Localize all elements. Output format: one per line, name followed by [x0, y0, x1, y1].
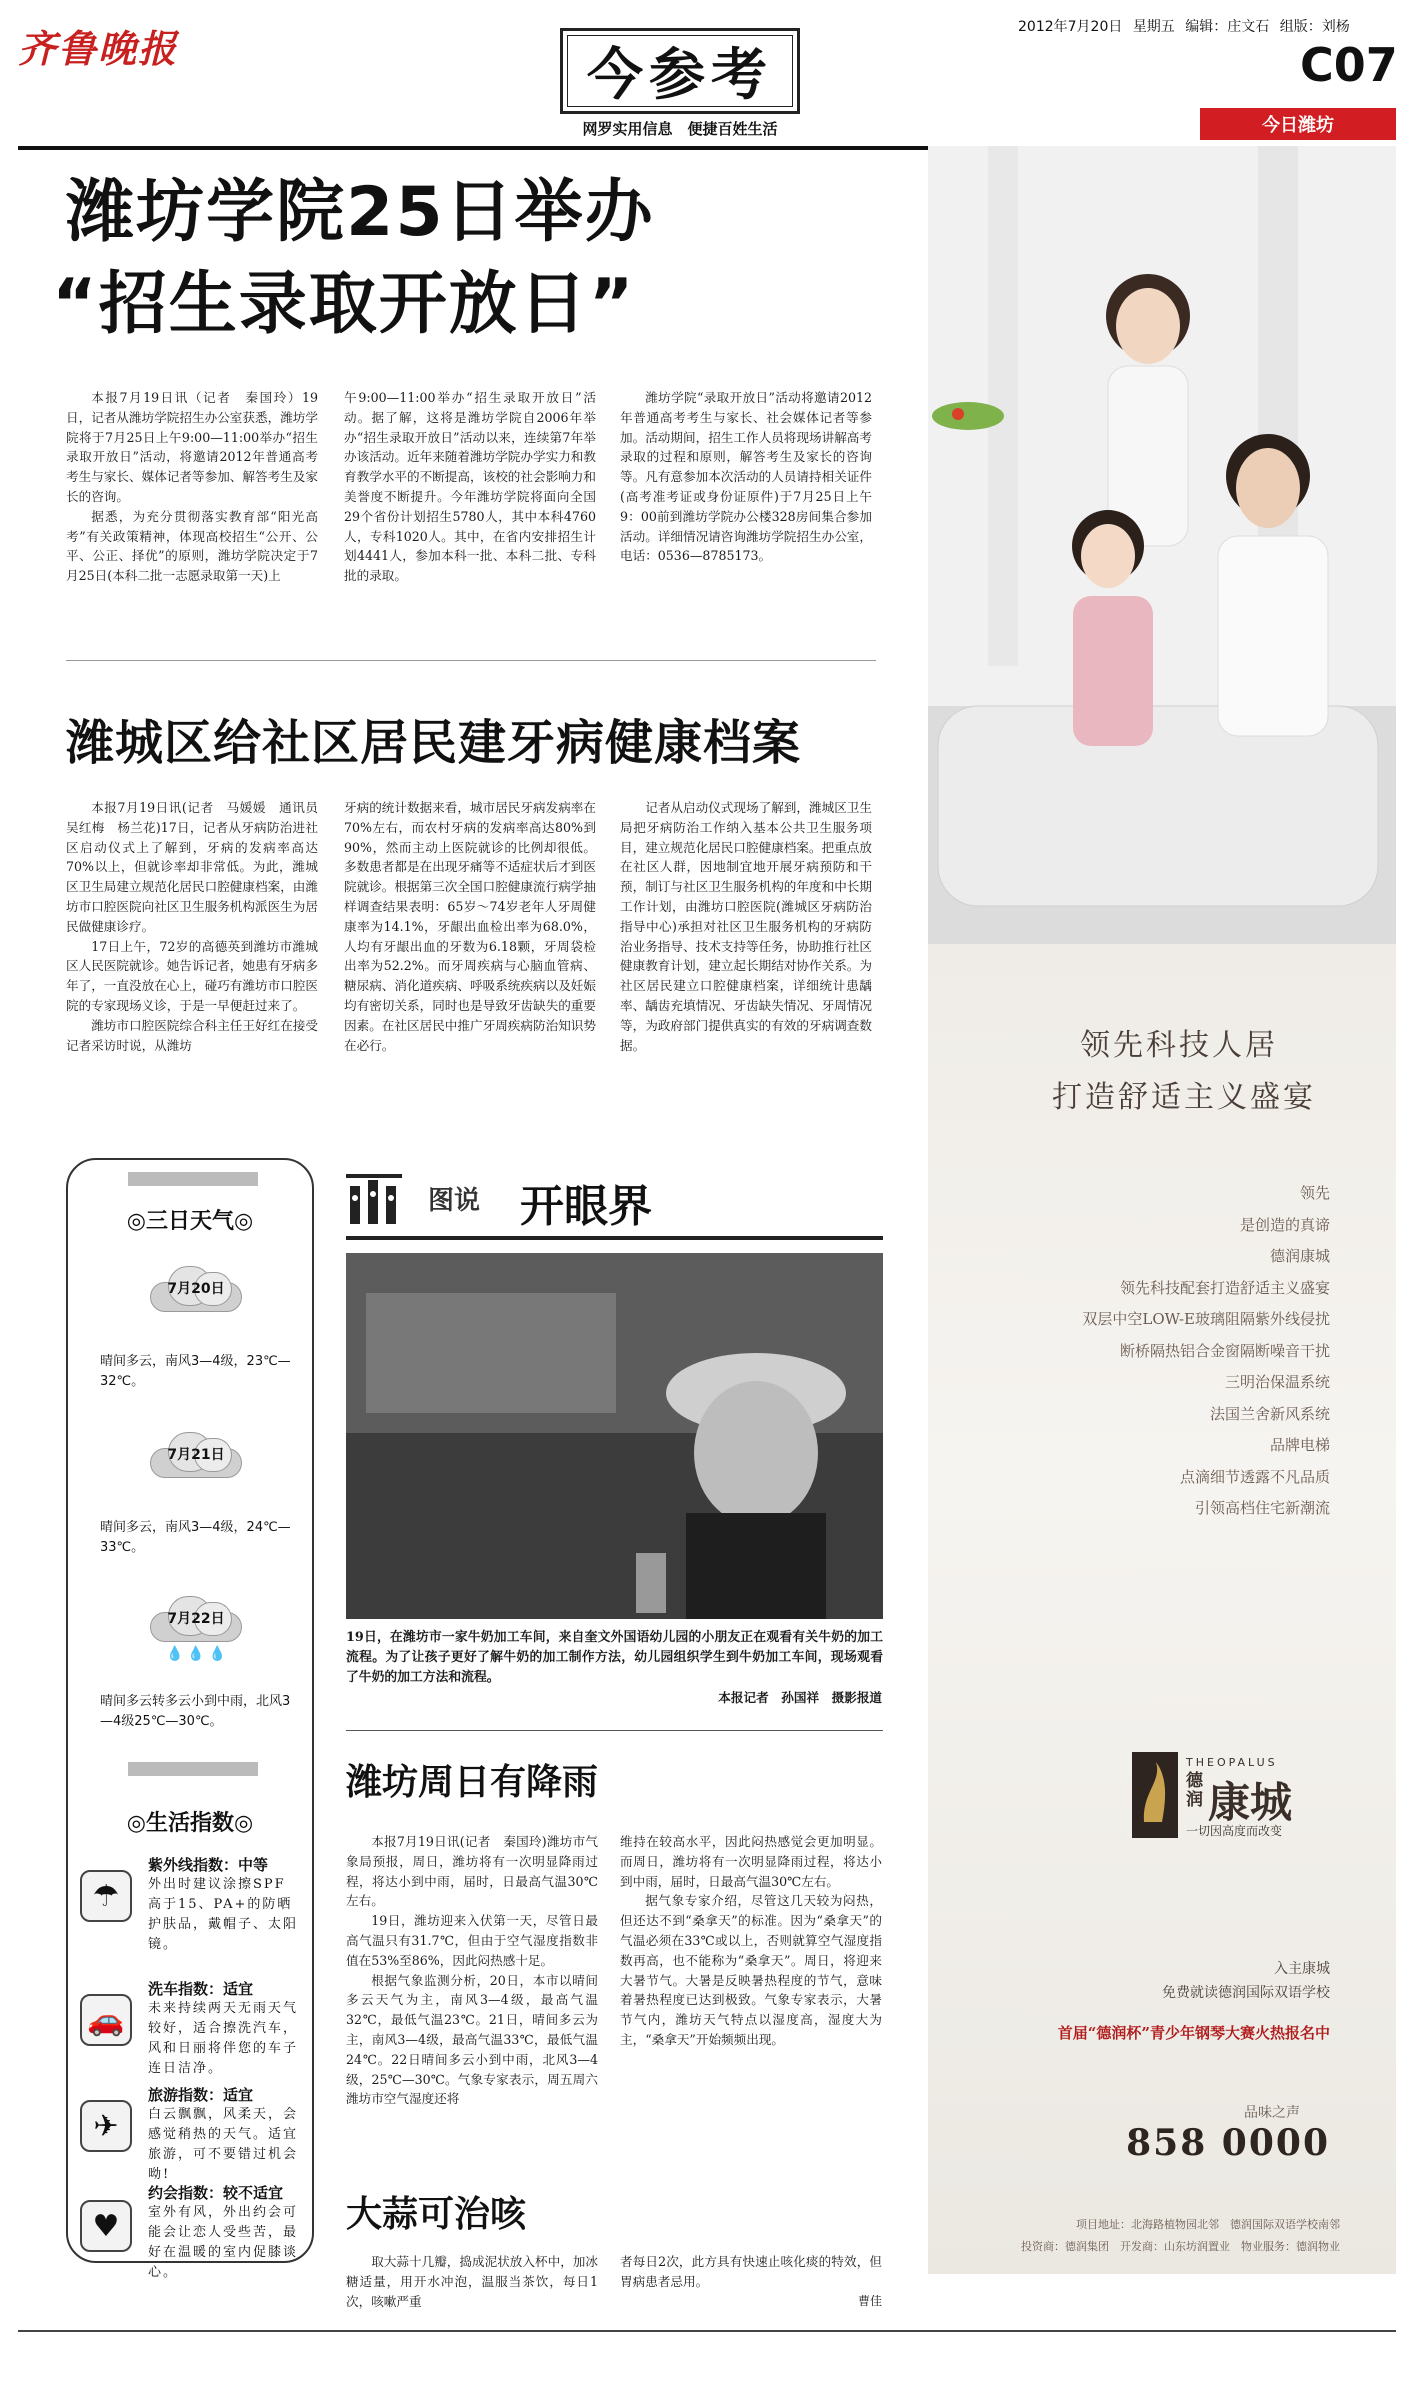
article1-rule: [66, 660, 876, 661]
ad-school: 免费就读德润国际双语学校: [1162, 1985, 1330, 2001]
index-uv-text: 外出时建议涂擦SPF高于15、PA+的防晒护肤品，戴帽子、太阳镜。: [148, 1877, 299, 1952]
article2-col2: [344, 798, 596, 1055]
rain-cloud-icon: [150, 1594, 242, 1642]
index-uv-title: 紫外线指数：中等: [148, 1856, 269, 1874]
photo-label: 图说: [428, 1186, 481, 1216]
ad-slogan1: 领先科技人居: [1080, 1028, 1278, 1063]
article3-para5: 据气象专家介绍，尽管这几天较为闷热，但还达不到“桑拿天”的标准。因为“桑拿天”的气温必须在33℃或以上，否则就算空气湿度指数再高，也不能称为“桑拿天”。周日，将迎来大暑节气。大暑是反映暑热程度的节气，意味着暑热程度已达到极致。气象专家表示，大暑节气内，潍坊天气特点以湿度高，湿度大为主，“桑拿天”开始频频出现。: [620, 1893, 882, 2047]
article2-para4: 牙病的统计数据来看，城市居民牙病发病率在70%左右，而农村牙病的发病率高达80%到90%，然而主动上医院就诊的比例却很低。多数患者都是在出现牙痛等不适症状后才到医院就诊。根据第三次全国口腔健康流行病学抽样调查结果表明：65岁～74岁老年人牙周健康率为14.1%，牙龈出血检出率为68.0%，人均有牙龈出血的牙数为6.18颗，牙周袋检出率为52.2%。而牙周疾病与心脑血管病、糖尿病、消化道疾病、呼吸系统疾病以及妊娠均有密切关系，同时也是导致牙齿缺失的重要因素。在社区居民中推广牙周疾病防治知识势在必行。: [344, 800, 596, 1053]
ad-feature: 断桥隔热铝合金窗隔断噪音干扰: [1119, 1341, 1330, 1360]
life-index-title: ◎生活指数◎: [126, 1811, 254, 1836]
article4-text2: [620, 2252, 882, 2292]
article2-para1: 本报7月19日讯(记者 马媛媛 通讯员 吴红梅 杨兰花)17日，记者从牙病防治进社区启动仪式上了解到，牙病的发病率高达70%以上，但就诊率却非常低。为此，潍城区卫生局建立规范化居民口腔健康档案，由潍坊市口腔医院向社区卫生服务机构派医生为居民做健康诊疗。: [66, 800, 331, 934]
weather-header-bar: [128, 1172, 258, 1186]
section-slogan: 网罗实用信息 便捷百姓生活: [582, 120, 778, 138]
weather-day2-text: 晴间多云，南风3—4级，24℃—33℃。: [100, 1520, 291, 1555]
weather-title: ◎三日天气◎: [126, 1209, 254, 1234]
article3-para1: 本报7月19日讯(记者 秦国玲)潍坊市气象局预报，周日，潍坊将有一次明显降雨过程，将达小到中雨，届时，日最高气温30℃左右。: [346, 1834, 598, 1909]
article3-para2: 19日，潍坊迎来入伏第一天，尽管日最高气温只有31.7℃，但由于空气湿度指数非值在53%至86%，因此闷热感十足。: [346, 1913, 598, 1968]
article1-para1: 本报7月19日讯（记者 秦国玲）19日，记者从潍坊学院招生办公室获悉，潍坊学院将于7月25日上午9:00—11:00举办“招生录取开放日”活动，将邀请2012年普通高考考生与家长、媒体记者等参加、解答考生及家长的咨询。: [66, 390, 318, 504]
index-travel: [148, 2084, 298, 2185]
brand-small: 德润: [1186, 1771, 1203, 1810]
photo-title-rule: [346, 1236, 883, 1240]
article3-para3: 根据气象监测分析，20日，本市以晴间多云天气为主，南风3—4级，最高气温32℃，最低气温23℃。21日，晴间多云为主，南风3—4级，最高气温33℃，最低气温24℃。22日晴间多云小到中雨，北风3—4级，25℃—30℃。气象专家表示，周五周六潍坊市空气湿度还将: [346, 1972, 598, 2107]
photo-title: 开眼界: [520, 1181, 652, 1232]
car-wash-icon: 🚗: [80, 1994, 132, 2046]
article3-para4: 维持在较高水平，因此闷热感觉会更加明显。而周日，潍坊将有一次明显降雨过程，将达小到中雨，届时，日最高气温30℃左右。: [620, 1834, 882, 1889]
raindrops-icon: 💧💧💧: [166, 1646, 231, 1662]
article4-para2: 者每日2次，此方具有快速止咳化痰的特效，但胃病患者忌用。: [620, 2254, 882, 2289]
article4-author: 曹佳: [857, 2294, 882, 2308]
ad-feature: 引领高档住宅新潮流: [1194, 1499, 1330, 1517]
news-photo: [346, 1253, 883, 1619]
brand-emblem-icon: [1132, 1752, 1178, 1838]
weather-day1-date: 7月20日: [167, 1281, 225, 1297]
index-dating: [148, 2182, 298, 2283]
photo-caption: 19日，在潍坊市一家牛奶加工车间，来自奎文外国语幼儿园的小朋友正在观看有关牛奶的加工流程。为了让孩子更好了解牛奶的加工制作方法，幼儿园组织学生到牛奶加工车间，现场观看了牛奶的加工方法和流程。: [346, 1630, 883, 1685]
ad-hotline-label: 品味之声: [1244, 2105, 1300, 2121]
article1-headline-line1: 潍坊学院25日举办: [66, 173, 655, 252]
issue-weekday: 星期五: [1132, 19, 1175, 35]
ad-feature: 三明治保温系统: [1224, 1373, 1330, 1391]
section-logo: [560, 28, 800, 114]
article2-para3: 潍坊市口腔医院综合科主任王好红在接受记者采访时说，从潍坊: [66, 1017, 318, 1053]
article2-col3: [620, 798, 872, 1055]
index-dating-text: 室外有风，外出约会可能会让恋人受些苦，最好在温暖的室内促膝谈心。: [148, 2205, 299, 2280]
index-carwash: [148, 1978, 298, 2079]
article1-para2: 据悉，为充分贯彻落实教育部“阳光高考”有关政策精神，体现高校招生“公开、公平、公正、择优”的原则，潍坊学院决定于7月25日(本科二批一志愿录取第一天)上: [66, 508, 318, 584]
ad-feature: 德润康城: [1269, 1247, 1330, 1265]
ad-contest: 首届“德润杯”青少年钢琴大赛火热报名中: [1057, 2024, 1330, 2042]
index-carwash-text: 未来持续两天无雨天气较好，适合擦洗汽车，风和日丽将伴您的车子连日洁净。: [148, 2001, 299, 2076]
section-logo-text: 今参考: [567, 35, 793, 107]
uv-umbrella-icon: ☂: [80, 1870, 132, 1922]
article3-headline: 潍坊周日有降雨: [346, 1762, 599, 1803]
ad-developers: 投资商：德润集团 开发商：山东坊润置业 物业服务：德润物业: [1021, 2240, 1340, 2253]
article1-col1: [66, 388, 318, 586]
article4-headline: 大蒜可治咳: [346, 2194, 527, 2235]
article1-para4: 潍坊学院“录取开放日”活动将邀请2012年普通高考考生与家长、社会媒体记者等参加。活动期间，招生工作人员将现场讲解高考录取的过程和原则，解答考生及家长的咨询等。凡有意参加本次活动的人员请持相关证件(高考准考证或身份证原件)于7月25日上午9：00前到潍坊学院办公楼328房间集合参加活动。详细情况请咨询潍坊学院招生办公室，电话：0536—8785173。: [620, 390, 872, 564]
page-number: C07: [1300, 38, 1398, 92]
article1-col2: [344, 388, 596, 586]
ad-slogan2: 打造舒适主义盛宴: [1052, 1080, 1316, 1115]
article2-para2: 17日上午，72岁的高德英到潍坊市潍城区人民医院就诊。她告诉记者，她患有牙病多年了，一直没放在心上，碰巧有潍坊市口腔医院的专家现场义诊，于是一早便赶过来了。: [66, 938, 318, 1013]
layout-credit: 组版：刘杨: [1279, 19, 1350, 35]
ad-feature: 领先科技配套打造舒适主义盛宴: [1119, 1278, 1330, 1297]
weather-day1-text: 晴间多云，南风3—4级，23℃—32℃。: [100, 1354, 291, 1389]
article1-col3: [620, 388, 872, 566]
ad-move-in: 入主康城: [1274, 1961, 1330, 1977]
brand-en: THEOPALUS: [1186, 1756, 1278, 1769]
cloud-icon: [150, 1430, 242, 1478]
dating-heart-icon: ♥: [80, 2200, 132, 2252]
index-carwash-title: 洗车指数：适宜: [148, 1980, 254, 1998]
travel-plane-icon: ✈: [80, 2100, 132, 2152]
footer-rule: [18, 2330, 1396, 2332]
ad-feature: 法国兰舍新风系统: [1209, 1404, 1330, 1423]
masthead-logo: 齐鲁晚报: [18, 26, 179, 71]
article3-col1: [346, 1832, 598, 2109]
film-camera-icon: [346, 1168, 402, 1226]
issue-date: 2012年7月20日: [1018, 19, 1123, 35]
ad-feature: 点滴细节透露不凡品质: [1179, 1467, 1330, 1486]
article4-para1: 取大蒜十几瓣，捣成泥状放入杯中，加冰糖适量，用开水冲泡，温服当茶饮，每日1次，咳嗽严重: [346, 2254, 598, 2309]
photo-credit: 本报记者 孙国祥 摄影报道: [718, 1690, 882, 1705]
index-dating-title: 约会指数：较不适宜: [148, 2184, 284, 2202]
ad-feature: 品牌电梯: [1269, 1436, 1330, 1454]
brand-tagline: 一切因高度而改变: [1186, 1824, 1283, 1838]
ad-address: 项目地址：北海路植物园北邻 德润国际双语学校南邻: [1076, 2218, 1340, 2231]
ad-hotline: 858 0000: [1126, 2122, 1330, 2164]
article1-headline-line2: “招生录取开放日”: [52, 265, 636, 344]
weather-day3-date: 7月22日: [167, 1611, 225, 1627]
photo-rule: [346, 1730, 883, 1731]
editor-credit: 编辑：庄文石: [1185, 19, 1270, 35]
weather-day2-date: 7月21日: [167, 1447, 225, 1463]
article3-col2: [620, 1832, 882, 2050]
article2-para5: 记者从启动仪式现场了解到，潍城区卫生局把牙病防治工作纳入基本公共卫生服务项目，建立规范化居民口腔健康档案。把重点放在社区人群，因地制宜地开展牙病预防和干预，制订与社区卫生服务机构的年度和中长期工作计划，由潍坊口腔医院(潍城区牙病防治指导中心)承担对社区卫生服务机构的牙病防治业务指导、技术支持等任务，协助推行社区健康教育计划，建立起长期结对协作关系。为社区居民建立口腔健康档案，详细统计患龋率、龋齿充填情况、牙齿缺失情况、牙周情况等，为政府部门提供真实的有效的牙病调查数据。: [620, 800, 872, 1053]
index-header-bar: [128, 1762, 258, 1776]
ad-feature: 双层中空LOW-E玻璃阻隔紫外线侵扰: [1082, 1310, 1330, 1328]
index-travel-text: 白云飘飘，风柔天，会感觉稍热的天气。适宜旅游，可不要错过机会呦!: [148, 2107, 299, 2182]
section-tab: 今日潍坊: [1200, 108, 1396, 140]
date-line: [1018, 16, 1350, 36]
article2-headline: 潍城区给社区居民建牙病健康档案: [66, 715, 802, 771]
weather-day3-text: 晴间多云转多云小到中雨，北风3—4级25℃—30℃。: [100, 1694, 291, 1729]
cloud-icon: [150, 1264, 242, 1312]
ad-feature: 领先: [1299, 1184, 1330, 1202]
ad-feature-list: [930, 1178, 1330, 1525]
index-uv: [148, 1854, 298, 1955]
article2-col1: [66, 798, 331, 1055]
ad-feature: 是创造的真谛: [1239, 1215, 1330, 1234]
ad-text-panel: [928, 944, 1396, 2274]
brand-big: 康城: [1208, 1778, 1293, 1827]
ad-family-photo: [928, 146, 1396, 944]
article4-text1: [346, 2252, 598, 2311]
index-travel-title: 旅游指数：适宜: [148, 2086, 254, 2104]
article1-para3: 午9:00—11:00举办“招生录取开放日”活动。据了解，这将是潍坊学院自2006年举办“招生录取开放日”活动以来，连续第7年举办该活动。近年来随着潍坊学院办学实力和教育教学水平的不断提高，该校的社会影响力和美誉度不断提升。今年潍坊学院将面向全国29个省份计划招生5780人，其中本科4760人，专科1020人。其中，在省内安排招生计划4441人，参加本科一批、本科二批、专科批的录取。: [344, 390, 596, 584]
